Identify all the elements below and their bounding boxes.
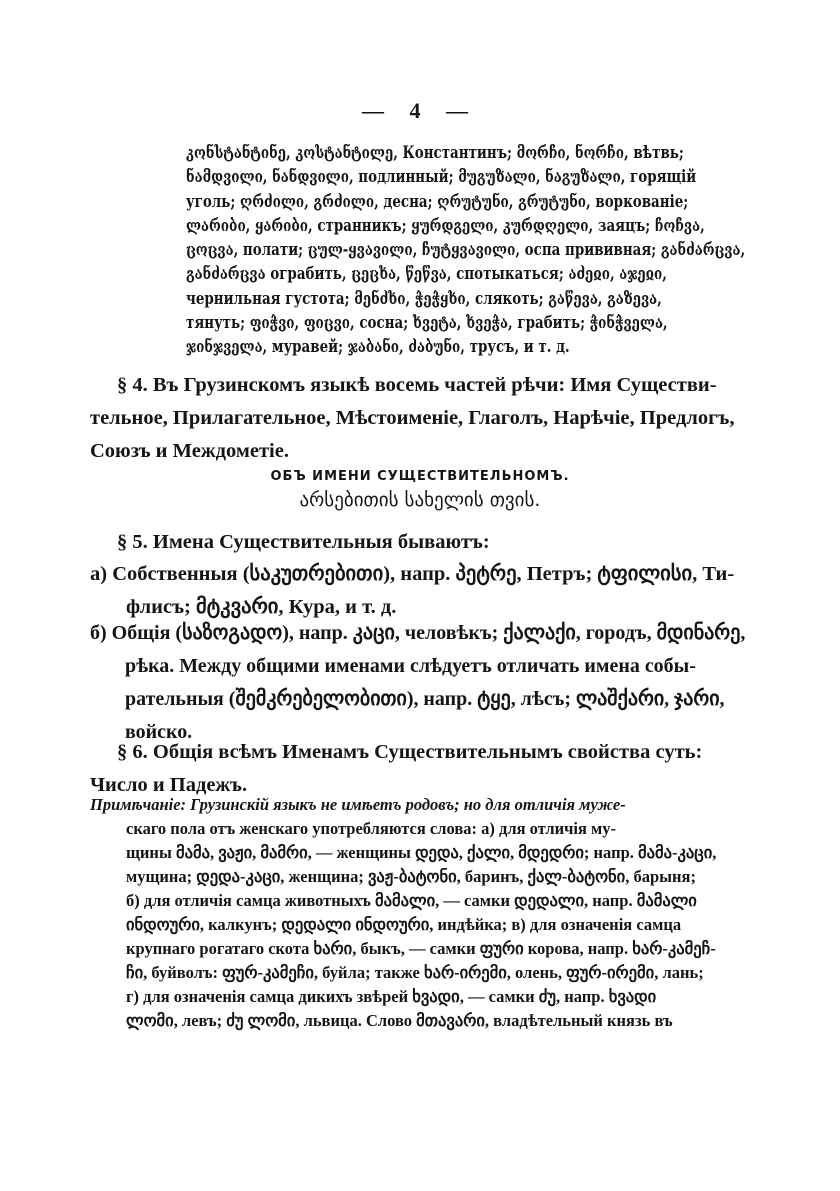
vocab-line: тянуть; ფიჭვი, ფიცვი, сосна; ხვეტა, ხვეჭა, грабить; ჭინჭველა, [186, 313, 668, 333]
section-5: § 5. Имена Существительныя бываютъ: [117, 531, 490, 553]
vocab-line: განძარცვა ограбить, ცეცხა, წეწვა, спотыкаться; აძეჲი, აჯეჲი, [186, 264, 667, 284]
vocab-line: ცოცვა, полати; ცულ-ყვავილი, ჩუტყვავილი, оспа прививная; განძარცვა, [186, 240, 746, 260]
vocab-line: уголь; ღრძილი, გრძილი, десна; ღრუტუნი, გრუტუნი, воркованіе; [186, 191, 689, 211]
vocab-line: ლარიბი, ყარიბი, странникъ; ყურდგელი, კურდღელი, заяцъ; ჩოჩვა, [186, 215, 705, 235]
vocab-line: ნამდვილი, ნანდვილი, подлинный; მუგუზალი, ნაგუზალი, горящій [186, 167, 697, 187]
note-line: щины მამა, ვაჟი, მამრი, — женщины დედა, ქალი, მდედრი; напр. მამა-კაცი, [126, 843, 717, 862]
note-line: г) для означенія самца дикихъ звѣрей ხვადი, — самки ძუ, напр. ხვადი [126, 987, 657, 1006]
note-line: ლომი, левъ; ძუ ლომი, львица. Слово მთავარი, владѣтельный князь въ [126, 1011, 673, 1030]
note-line: ინდოური, калкунъ; დედალი ინდოური, индѣйка; в) для означенія самца [126, 915, 682, 934]
item-b-line: рательныя (შემკრებელობითი), напр. ტყე, лѣсъ; ლაშქარი, ჯარი, [125, 688, 725, 710]
item-b [90, 617, 762, 749]
item-b-line: войско. [125, 721, 193, 743]
section-4-line: § 4. Въ Грузинскомъ языкѣ восемь частей рѣчи: Имя Существи- [117, 374, 717, 396]
note-line: ჩი, буйволъ: ფურ-კამეჩი, буйла; также ხარ-ირემი, олень, ფურ-ირემი, лань; [126, 963, 704, 982]
section-6-line: Число и Падежъ. [90, 774, 248, 796]
note-line: крупнаго рогатаго скота ხარი, быкъ, — самки ფური корова, напр. ხარ-კამეჩ- [126, 939, 716, 958]
vocabulary-list [186, 141, 840, 360]
page-number: — 4 — [362, 98, 478, 123]
note-line: скаго пола отъ женскаго употребляются слова: а) для отличія му- [126, 819, 617, 838]
section-4-line: Союзъ и Междометіе. [90, 440, 289, 462]
vocab-line: კონსტანტინე, კოსტანტილე, Константинъ; მორჩი, ნორჩი, вѣтвь; [186, 143, 684, 162]
item-a-line: а) Собственныя (საკუთრებითი), напр. პეტრე, Петръ; ტფილისი, Ти- [90, 563, 735, 585]
vocab-line: ჯინჯველა, муравей; ჯაბანი, ძაბუნი, трусъ, и т. д. [186, 337, 570, 357]
note [90, 793, 716, 1033]
vocab-line: чернильная густота; მენძხი, ჭეჭყხი, слякоть; გაწევა, გაზევა, [186, 288, 662, 308]
section-4-line: тельное, Прилагательное, Мѣстоименіе, Глаголъ, Нарѣчіе, Предлогъ, [90, 407, 735, 429]
section-4 [90, 369, 735, 468]
item-b-line: рѣка. Между общими именами слѣдуетъ отличать имена собы- [125, 655, 696, 677]
note-line: Примѣчаніе: Грузинскій языкъ не имѣетъ родовъ; но для отличія муже- [90, 795, 626, 814]
note-line: б) для отличія самца животныхъ მამალი, — самки დედალი, напр. მამალი [126, 891, 697, 910]
heading-georgian: არსებითის სახელის თვის. [299, 489, 541, 511]
item-a [90, 558, 734, 624]
item-b-line: б) Общія (საზოგადო), напр. კაცი, человѣкъ; ქალაქი, городъ, მდინარე, [90, 622, 746, 644]
note-line: мущина; დედა-კაცი, женщина; ვაჟ-ბატონი, баринъ, ქალ-ბატონი, барыня; [126, 867, 696, 886]
section-6-line: § 6. Общія всѣмъ Именамъ Существительнымъ свойства суть: [117, 741, 703, 763]
heading-russian: ОБЪ ИМЕНИ СУЩЕСТВИТЕЛЬНОМЪ. [270, 469, 570, 484]
item-a-line: флисъ; მტკვარი, Кура, и т. д. [126, 596, 397, 618]
